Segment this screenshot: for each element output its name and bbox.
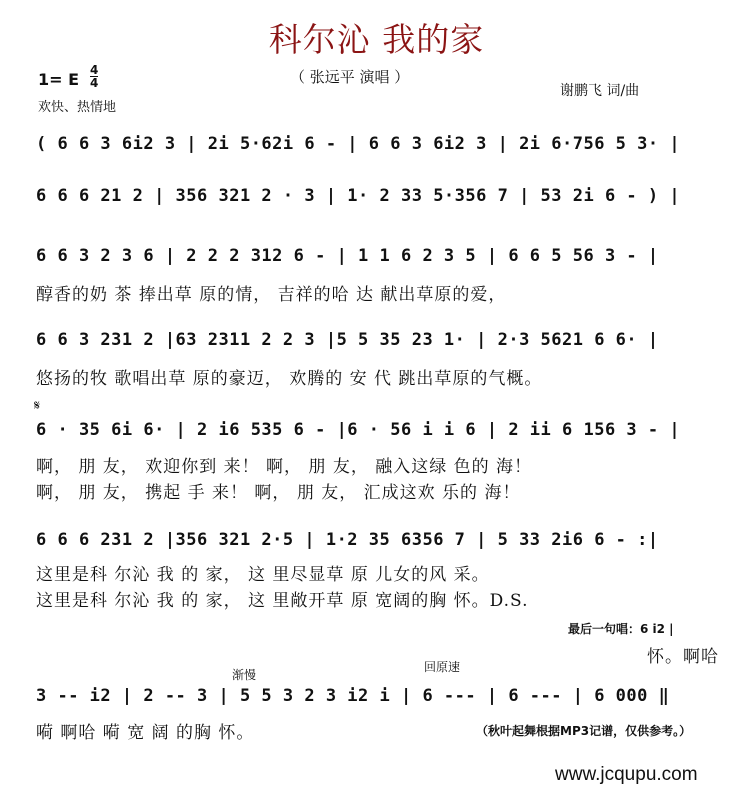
score-final: 3 -- i2 | 2 -- 3 | 5 5 3 2 3 i2 i | 6 --- | 6 --- | 6 000 ‖ bbox=[36, 686, 670, 706]
lyric-final: 嗬 啊哈 嗬 宽 阔 的胸 怀。 bbox=[36, 723, 255, 743]
key-signature: 1= E bbox=[38, 70, 80, 89]
singer-credit: （ 张远平 演唱 ） bbox=[290, 68, 410, 86]
watermark: www.jcqupu.com bbox=[555, 764, 698, 785]
lyric-row-5a: 啊， 朋 友， 欢迎你到 来！ 啊， 朋 友， 融入这绿 色的 海！ bbox=[36, 457, 533, 477]
segno-icon: 𝄋 bbox=[34, 398, 41, 414]
direction-slow: 渐慢 bbox=[232, 668, 257, 682]
score-row-4: 6 6 3 231 2 |63 2311 2 2 3 |5 5 35 23 1· | 2·3 5621 6 6· | bbox=[36, 330, 659, 350]
score-row-3: 6 6 3 2 3 6 | 2 2 2 312 6 - | 1 1 6 2 3 5 | 6 6 5 56 3 - | bbox=[36, 246, 659, 266]
lyric-row-5b: 啊， 朋 友， 携起 手 来！ 啊， 朋 友， 汇成这欢 乐的 海！ bbox=[36, 483, 521, 503]
ending-label: 最后一句唱：6 i2 | bbox=[568, 622, 674, 636]
score-row-6: 6 6 6 231 2 |356 321 2·5 | 1·2 35 6356 7 | 5 33 2i6 6 - :| bbox=[36, 530, 659, 550]
tempo-marking: 欢快、热情地 bbox=[38, 100, 117, 115]
ending-lyric: 怀。啊哈 bbox=[647, 647, 719, 667]
score-row-1: ( 6 6 3 6i2 3 | 2i 5·62i 6 - | 6 6 3 6i2 3 | 2i 6·756 5 3· | bbox=[36, 134, 681, 154]
lyric-row-3: 醇香的奶 茶 捧出草 原的情， 吉祥的哈 达 献出草原的爱， bbox=[36, 285, 507, 305]
time-sig-bottom: 4 bbox=[90, 76, 99, 90]
time-signature bbox=[90, 64, 98, 89]
lyric-row-4: 悠扬的牧 歌唱出草 原的豪迈， 欢腾的 安 代 跳出草原的气概。 bbox=[36, 369, 543, 389]
score-row-2: 6 6 6 21 2 | 356 321 2 · 3 | 1· 2 33 5·356 7 | 53 2i 6 - ) | bbox=[36, 186, 681, 206]
lyric-row-6a: 这里是科 尔沁 我 的 家， 这 里尽显草 原 儿女的风 采。 bbox=[36, 565, 490, 585]
direction-return: 回原速 bbox=[424, 660, 461, 674]
composer-credit: 谢鹏飞 词/曲 bbox=[560, 83, 640, 99]
song-title: 科尔沁 我的家 bbox=[268, 20, 485, 59]
lyric-row-6b: 这里是科 尔沁 我 的 家， 这 里敞开草 原 宽阔的胸 怀。D.S. bbox=[36, 591, 529, 611]
time-sig-top: 4 bbox=[90, 63, 99, 77]
score-row-5: 6 · 35 6i 6· | 2 i6 535 6 - |6 · 56 i i 6 | 2 ii 6 156 3 - | bbox=[36, 420, 681, 440]
transcription-note: （秋叶起舞根据MP3记谱，仅供参考。） bbox=[476, 724, 692, 738]
